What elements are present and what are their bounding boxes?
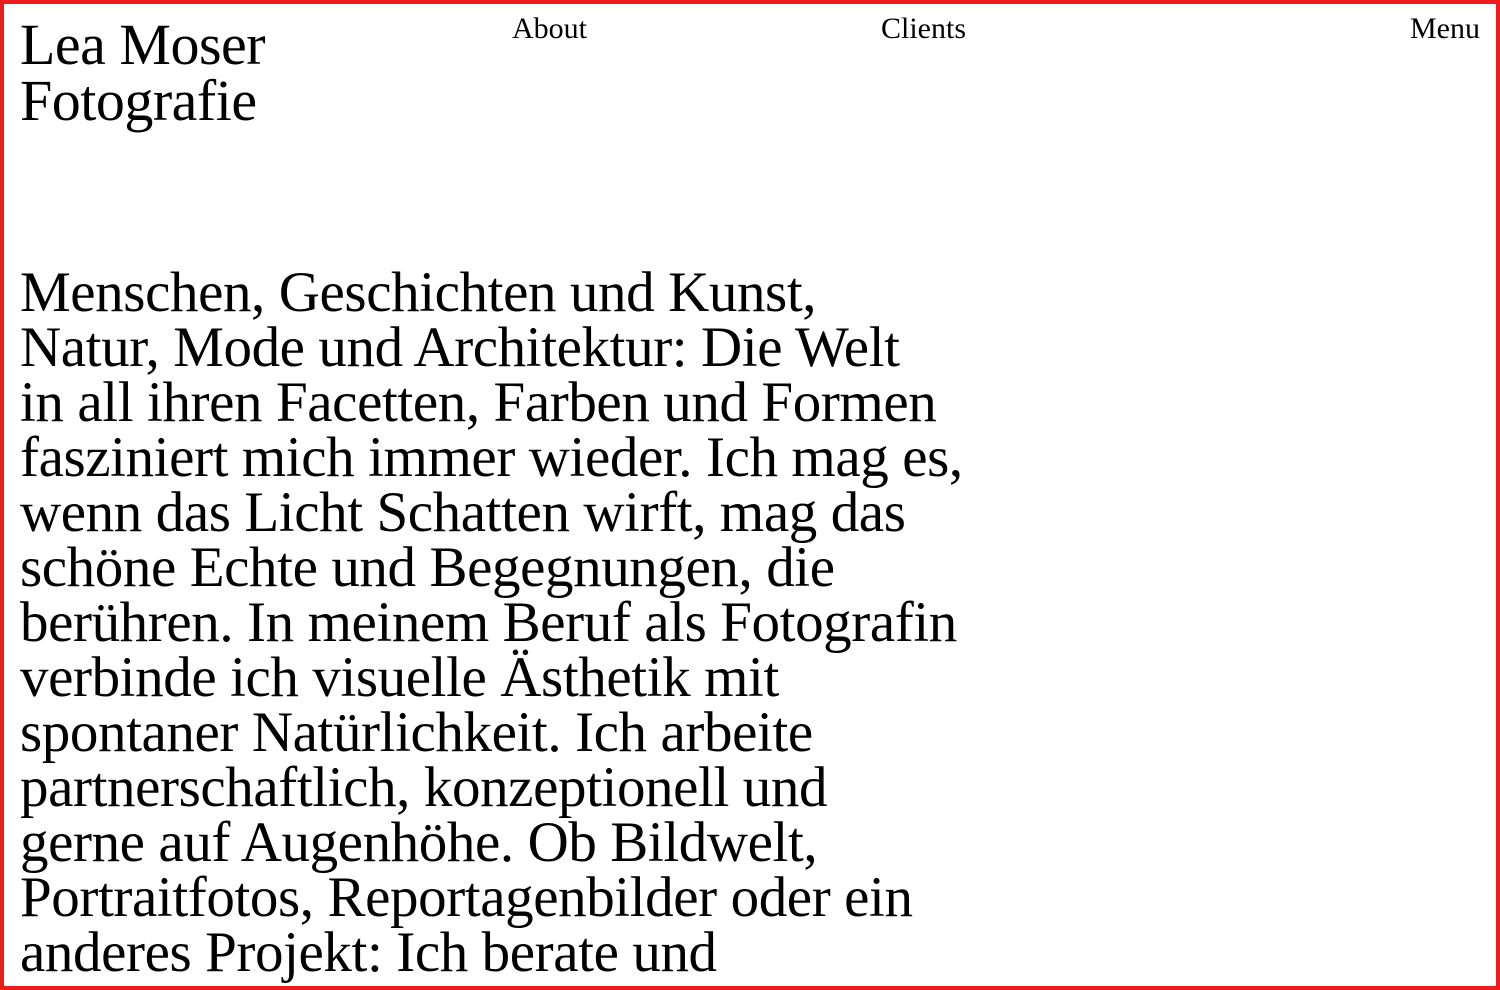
menu-button[interactable]: Menu [1410,12,1480,45]
logo-line-subtitle: Fotografie [20,68,257,133]
intro-line: berühren. In meinem Beruf als Fotografin [20,591,957,654]
intro-line: gerne auf Augenhöhe. Ob Bildwelt, [20,811,818,874]
nav-clients-link[interactable]: Clients [881,12,967,45]
nav-about-link[interactable]: About [512,12,587,45]
intro-line: Natur, Mode und Architektur: Die Welt [20,316,900,379]
intro-line: partnerschaftlich, konzeptionell und [20,756,828,819]
intro-line: Menschen, Geschichten und Kunst, [20,261,817,324]
intro-line: Portraitfotos, Reportagenbilder oder ein [20,866,913,929]
logo-line-name: Lea Moser [20,12,266,77]
intro-text [20,261,1130,984]
site-logo[interactable] [20,12,266,133]
intro-line: verbinde ich visuelle Ästhetik mit [20,646,779,709]
intro-line: wenn das Licht Schatten wirft, mag das [20,481,906,544]
intro-line: spontaner Natürlichkeit. Ich arbeite [20,701,813,764]
intro-line: schöne Echte und Begegnungen, die [20,536,835,599]
intro-line: anderes Projekt: Ich berate und [20,921,717,984]
intro-line: fasziniert mich immer wieder. Ich mag es, [20,426,963,489]
intro-line: in all ihren Facetten, Farben und Formen [20,371,937,434]
